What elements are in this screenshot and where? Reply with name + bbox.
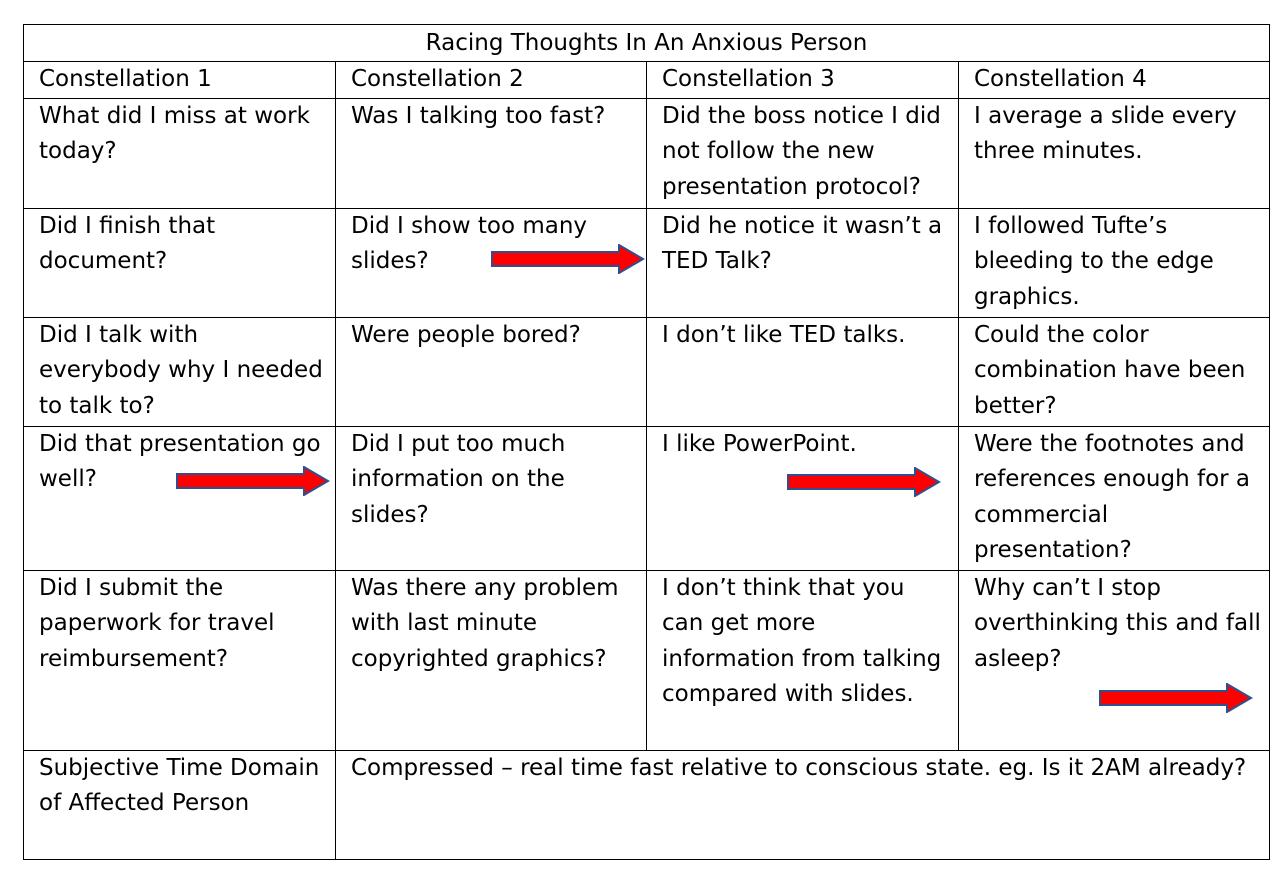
footer-value: Compressed – real time fast relative to conscious state. eg. Is it 2AM already?: [336, 750, 1270, 859]
cell-text: What did I miss at work today?: [39, 102, 310, 164]
footer-row: [24, 750, 1270, 859]
cell-text: I don’t like TED talks.: [662, 321, 906, 348]
right-arrow-icon: [787, 467, 941, 497]
cell-text: Did the boss notice I did not follow the new presentation protocol?: [662, 102, 941, 200]
cell-text: Did I submit the paperwork for travel reimbursement?: [39, 574, 275, 672]
footer-label: Subjective Time Domain of Affected Person: [24, 750, 336, 859]
table-cell: [24, 208, 336, 317]
cell-text: Why can’t I stop overthinking this and fall asleep?: [974, 574, 1261, 672]
table-cell: [336, 426, 647, 570]
table-row: [24, 317, 1270, 426]
table-row: [24, 570, 1270, 750]
table-row: [24, 208, 1270, 317]
cell-text: Were the footnotes and references enough for a commercial presentation?: [974, 430, 1251, 563]
cell-text: I followed Tufte’s bleeding to the edge graphics.: [974, 212, 1214, 310]
table-cell: [336, 98, 647, 208]
column-header: Constellation 1: [24, 62, 336, 99]
table-cell: [336, 317, 647, 426]
table-cell: [647, 208, 959, 317]
table-title: Racing Thoughts In An Anxious Person: [24, 25, 1270, 62]
table-cell: [959, 570, 1270, 750]
table-row: [24, 98, 1270, 208]
table-row: [24, 426, 1270, 570]
cell-text: Were people bored?: [351, 321, 581, 348]
table-cell: [336, 570, 647, 750]
table-cell: [959, 317, 1270, 426]
column-header: Constellation 4: [959, 62, 1270, 99]
cell-text: I don’t think that you can get more information from talking compared with slides.: [662, 574, 942, 707]
cell-text: Did I talk with everybody why I needed to talk to?: [39, 321, 323, 419]
cell-text: Did I show too many slides?: [351, 212, 588, 274]
cell-text: Did that presentation go well?: [39, 430, 321, 492]
table-cell: [959, 208, 1270, 317]
cell-text: Could the color combination have been better?: [974, 321, 1246, 419]
table-cell: [24, 426, 336, 570]
column-header: Constellation 3: [647, 62, 959, 99]
header-row: [24, 62, 1270, 99]
racing-thoughts-table: [23, 24, 1270, 860]
table-cell: [647, 426, 959, 570]
cell-text: Did I finish that document?: [39, 212, 216, 274]
table-cell: [647, 317, 959, 426]
table-cell: [24, 317, 336, 426]
table-cell: [959, 426, 1270, 570]
right-arrow-icon: [1099, 683, 1253, 713]
right-arrow-icon: [176, 466, 330, 496]
cell-text: Was I talking too fast?: [351, 102, 606, 129]
right-arrow-icon: [491, 244, 645, 274]
table-cell: [647, 570, 959, 750]
table-cell: [336, 208, 647, 317]
cell-text: Did he notice it wasn’t a TED Talk?: [662, 212, 943, 274]
cell-text: I average a slide every three minutes.: [974, 102, 1237, 164]
cell-text: Was there any problem with last minute copyrighted graphics?: [351, 574, 619, 672]
column-header: Constellation 2: [336, 62, 647, 99]
table-cell: [24, 570, 336, 750]
table-cell: [647, 98, 959, 208]
table-cell: [24, 98, 336, 208]
title-row: [24, 25, 1270, 62]
cell-text: I like PowerPoint.: [662, 430, 857, 457]
table-cell: [959, 98, 1270, 208]
cell-text: Did I put too much information on the slides?: [351, 430, 566, 528]
